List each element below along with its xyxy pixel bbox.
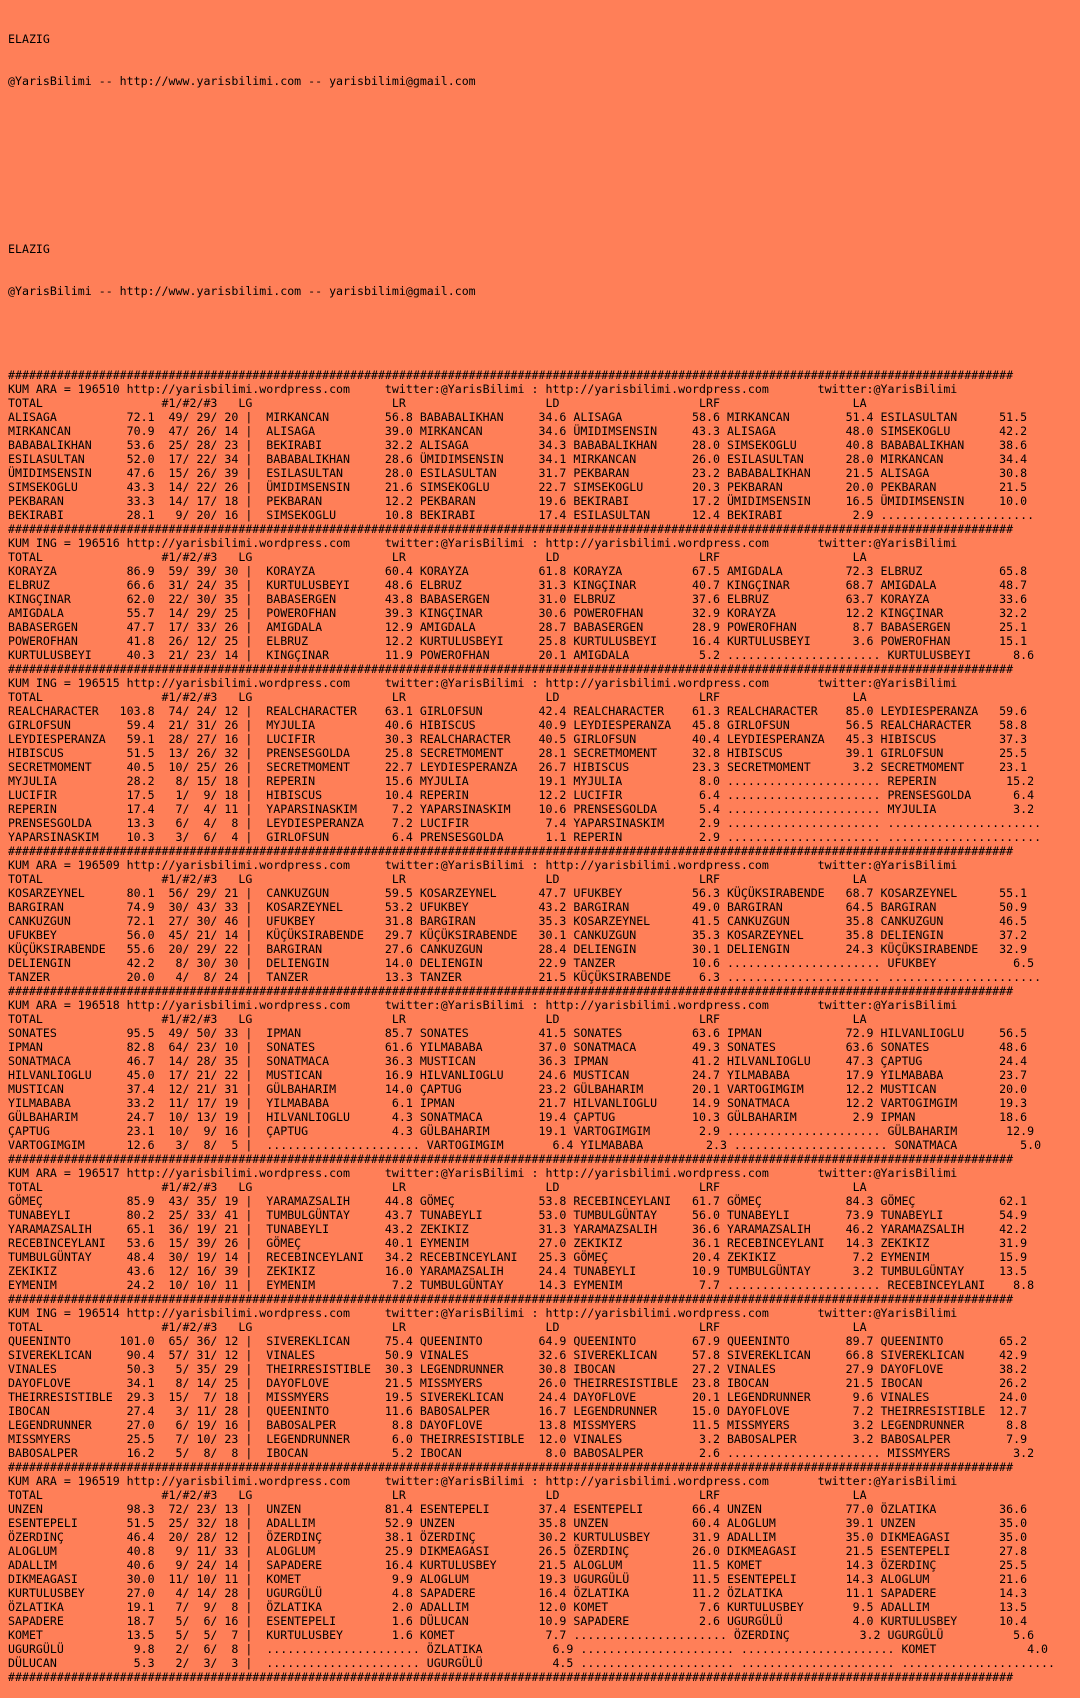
table-row: ÇAPTUG 23.1 10/ 9/ 16 | ÇAPTUG 4.3 GÜLBAHARIM 19.1 VARTOGIMGIM 2.9 ...................... GÜLBAHARIM 12.9 xyxy=(8,1124,1035,1138)
table-row: ESENTEPELI 51.5 25/ 32/ 18 | ADALLIM 52.9 UNZEN 35.8 UNZEN 60.4 ALOGLUM 39.1 UNZEN 35.0 xyxy=(8,1516,1028,1530)
table-row: EYMENIM 24.2 10/ 10/ 11 | EYMENIM 7.2 TUMBULGÜNTAY 14.3 EYMENIM 7.7 ...................... RECEBINCEYLANI 8.8 xyxy=(8,1278,1035,1292)
table-row: LEYDIESPERANZA 59.1 28/ 27/ 16 | LUCIFIR 30.3 REALCHARACTER 40.5 GIRLOFSUN 40.4 LEYDIESPERANZA 45.3 HIBISCUS 37.3 xyxy=(8,732,1028,746)
spacer xyxy=(8,200,1080,214)
table-row: IBOCAN 27.4 3/ 11/ 28 | QUEENINTO 11.6 BABOSALPER 16.7 LEGENDRUNNER 15.0 DAYOFLOVE 7.2 THEIRRESISTIBLE 12.7 xyxy=(8,1404,1028,1418)
table-row: ALISAGA 72.1 49/ 29/ 20 | MIRKANCAN 56.8 BABABALIKHAN 34.6 ALISAGA 58.6 MIRKANCAN 51.4 ESILASULTAN 51.5 xyxy=(8,410,1028,424)
table-row: MISSMYERS 25.5 7/ 10/ 23 | LEGENDRUNNER 6.0 THEIRRESISTIBLE 12.0 VINALES 3.2 BABOSALPER 3.2 BABOSALPER 7.9 xyxy=(8,1432,1028,1446)
section-title: KUM ARA = 196510 http://yarisbilimi.wordpress.com twitter:@YarisBilimi : http://yarisbilimi.wordpress.com twitter:@YarisBilimi xyxy=(8,382,958,396)
table-row: ELBRUZ 66.6 31/ 24/ 35 | KURTULUSBEYI 48.6 ELBRUZ 31.3 KINGÇINAR 40.7 KINGÇINAR 68.7 AMIGDALA 48.7 xyxy=(8,578,1028,592)
table-row: BARGIRAN 74.9 30/ 43/ 33 | KOSARZEYNEL 53.2 UFUKBEY 43.2 BARGIRAN 49.0 BARGIRAN 64.5 BARGIRAN 50.9 xyxy=(8,900,1028,914)
section-title: KUM ARA = 196517 http://yarisbilimi.wordpress.com twitter:@YarisBilimi : http://yarisbilimi.wordpress.com twitter:@YarisBilimi xyxy=(8,1166,958,1180)
table-row: KINGÇINAR 62.0 22/ 30/ 35 | BABASERGEN 43.8 BABASERGEN 31.0 ELBRUZ 37.6 ELBRUZ 63.7 KORAYZA 33.6 xyxy=(8,592,1028,606)
header-contact-repeat: @YarisBilimi -- http://www.yarisbilimi.com -- yarisbilimi@gmail.com xyxy=(8,284,476,298)
table-row: SIVEREKLICAN 90.4 57/ 31/ 12 | VINALES 50.9 VINALES 32.6 SIVEREKLICAN 57.8 SIVEREKLICAN 66.8 SIVEREKLICAN 42.9 xyxy=(8,1348,1028,1362)
table-row: LEGENDRUNNER 27.0 6/ 19/ 16 | BABOSALPER 8.8 DAYOFLOVE 13.8 MISSMYERS 11.5 MISSMYERS 3.2 LEGENDRUNNER 8.8 xyxy=(8,1418,1028,1432)
table-row: REPERIN 17.4 7/ 4/ 11 | YAPARSINASKIM 7.2 YAPARSINASKIM 10.6 PRENSESGOLDA 5.4 ...................... MYJULIA 3.2 xyxy=(8,802,1035,816)
table-row: KOMET 13.5 5/ 5/ 7 | KURTULUSBEY 1.6 KOMET 7.7 ...................... ÖZERDINÇ 3.2 UGURGÜLÜ 5.6 xyxy=(8,1628,1035,1642)
spacer xyxy=(8,158,1080,172)
table-row: DÜLUCAN 5.3 2/ 3/ 3 | ...................... UGURGÜLÜ 4.5 ...................... ...................... ...................... xyxy=(8,1656,1056,1670)
section-title: KUM ARA = 196509 http://yarisbilimi.wordpress.com twitter:@YarisBilimi : http://yarisbilimi.wordpress.com twitter:@YarisBilimi xyxy=(8,858,958,872)
table-row: ÜMIDIMSENSIN 47.6 15/ 26/ 39 | ESILASULTAN 28.0 ESILASULTAN 31.7 PEKBARAN 23.2 BABABALIKHAN 21.5 ALISAGA 30.8 xyxy=(8,466,1028,480)
table-row: HIBISCUS 51.5 13/ 26/ 32 | PRENSESGOLDA 25.8 SECRETMOMENT 28.1 SECRETMOMENT 32.8 HIBISCUS 39.1 GIRLOFSUN 25.5 xyxy=(8,746,1028,760)
table-row: KOSARZEYNEL 80.1 56/ 29/ 21 | CANKUZGUN 59.5 KOSARZEYNEL 47.7 UFUKBEY 56.3 KÜÇÜKSIRABENDE 68.7 KOSARZEYNEL 55.1 xyxy=(8,886,1028,900)
section-title: KUM ARA = 196518 http://yarisbilimi.wordpress.com twitter:@YarisBilimi : http://yarisbilimi.wordpress.com twitter:@YarisBilimi xyxy=(8,998,958,1012)
column-header: TOTAL #1/#2/#3 LG LR LD LRF LA xyxy=(8,396,867,410)
table-row: KÜÇÜKSIRABENDE 55.6 20/ 29/ 22 | BARGIRAN 27.6 CANKUZGUN 28.4 DELIENGIN 30.1 DELIENGIN 24.3 KÜÇÜKSIRABENDE 32.9 xyxy=(8,942,1028,956)
table-row: BABOSALPER 16.2 5/ 8/ 8 | IBOCAN 5.2 IBOCAN 8.0 BABOSALPER 2.6 ...................... MISSMYERS 3.2 xyxy=(8,1446,1035,1460)
table-row: TUNABEYLI 80.2 25/ 33/ 41 | TUMBULGÜNTAY 43.7 TUNABEYLI 53.0 TUMBULGÜNTAY 56.0 TUNABEYLI 73.9 TUNABEYLI 54.9 xyxy=(8,1208,1028,1222)
column-header: TOTAL #1/#2/#3 LG LR LD LRF LA xyxy=(8,690,867,704)
table-row: KURTULUSBEY 27.0 4/ 14/ 28 | UGURGÜLÜ 4.8 SAPADERE 16.4 ÖZLATIKA 11.2 ÖZLATIKA 11.1 SAPADERE 14.3 xyxy=(8,1586,1028,1600)
header-city: ELAZIG xyxy=(8,32,50,46)
table-row: QUEENINTO 101.0 65/ 36/ 12 | SIVEREKLICAN 75.4 QUEENINTO 64.9 QUEENINTO 67.9 QUEENINTO 89.7 QUEENINTO 65.2 xyxy=(8,1334,1028,1348)
table-row: HILVANLIOGLU 45.0 17/ 21/ 22 | MUSTICAN 16.9 HILVANLIOGLU 24.6 MUSTICAN 24.7 YILMABABA 17.9 YILMABABA 23.7 xyxy=(8,1068,1028,1082)
table-row: LUCIFIR 17.5 1/ 9/ 18 | HIBISCUS 10.4 REPERIN 12.2 LUCIFIR 6.4 ...................... PRENSESGOLDA 6.4 xyxy=(8,788,1035,802)
table-row: VARTOGIMGIM 12.6 3/ 8/ 5 | ...................... VARTOGIMGIM 6.4 YILMABABA 2.3 ...................... SONATMACA 5.0 xyxy=(8,1138,1042,1152)
separator-line: ################################################################################################################################################ xyxy=(8,662,1014,676)
separator-line: ################################################################################################################################################ xyxy=(8,1152,1014,1166)
separator-line: ################################################################################################################################################ xyxy=(8,984,1014,998)
table-row: KORAYZA 86.9 59/ 39/ 30 | KORAYZA 60.4 KORAYZA 61.8 KORAYZA 67.5 AMIGDALA 72.3 ELBRUZ 65.8 xyxy=(8,564,1028,578)
table-row: TUMBULGÜNTAY 48.4 30/ 19/ 14 | RECEBINCEYLANI 34.2 RECEBINCEYLANI 25.3 GÖMEÇ 20.4 ZEKIKIZ 7.2 EYMENIM 15.9 xyxy=(8,1250,1028,1264)
header-city-repeat: ELAZIG xyxy=(8,242,50,256)
table-row: ALOGLUM 40.8 9/ 11/ 33 | ALOGLUM 25.9 DIKMEAGASI 26.5 ÖZERDINÇ 26.0 DIKMEAGASI 21.5 ESENTEPELI 27.8 xyxy=(8,1544,1028,1558)
table-row: PEKBARAN 33.3 14/ 17/ 18 | PEKBARAN 12.2 PEKBARAN 19.6 BEKIRABI 17.2 ÜMIDIMSENSIN 16.5 ÜMIDIMSENSIN 10.0 xyxy=(8,494,1028,508)
separator-line: ################################################################################################################################################ xyxy=(8,1460,1014,1474)
table-row: BABABALIKHAN 53.6 25/ 28/ 23 | BEKIRABI 32.2 ALISAGA 34.3 BABABALIKHAN 28.0 SIMSEKOGLU 40.8 BABABALIKHAN 38.6 xyxy=(8,438,1028,452)
table-row: SIMSEKOGLU 43.3 14/ 22/ 26 | ÜMIDIMSENSIN 21.6 SIMSEKOGLU 22.7 SIMSEKOGLU 20.3 PEKBARAN 20.0 PEKBARAN 21.5 xyxy=(8,480,1028,494)
table-row: ZEKIKIZ 43.6 12/ 16/ 39 | ZEKIKIZ 16.0 YARAMAZSALIH 24.4 TUNABEYLI 10.9 TUMBULGÜNTAY 3.2 TUMBULGÜNTAY 13.5 xyxy=(8,1264,1028,1278)
table-row: BABASERGEN 47.7 17/ 33/ 26 | AMIGDALA 12.9 AMIGDALA 28.7 BABASERGEN 28.9 POWEROFHAN 8.7 BABASERGEN 25.1 xyxy=(8,620,1028,634)
table-row: DELIENGIN 42.2 8/ 30/ 30 | DELIENGIN 14.0 DELIENGIN 22.9 TANZER 10.6 ...................... UFUKBEY 6.5 xyxy=(8,956,1035,970)
separator-line: ################################################################################################################################################ xyxy=(8,368,1014,382)
table-row: ÖZERDINÇ 46.4 20/ 28/ 12 | ÖZERDINÇ 38.1 ÖZERDINÇ 30.2 KURTULUSBEY 31.9 ADALLIM 35.0 DIKMEAGASI 35.0 xyxy=(8,1530,1028,1544)
table-row: TANZER 20.0 4/ 8/ 24 | TANZER 13.3 TANZER 21.5 KÜÇÜKSIRABENDE 6.3 ...................... ...................... xyxy=(8,970,1042,984)
section-title: KUM ING = 196516 http://yarisbilimi.wordpress.com twitter:@YarisBilimi : http://yarisbilimi.wordpress.com twitter:@YarisBilimi xyxy=(8,536,958,550)
table-row: YARAMAZSALIH 65.1 36/ 19/ 21 | TUNABEYLI 43.2 ZEKIKIZ 31.3 YARAMAZSALIH 36.6 YARAMAZSALIH 46.2 YARAMAZSALIH 42.2 xyxy=(8,1222,1028,1236)
separator-line: ################################################################################################################################################ xyxy=(8,522,1014,536)
table-row: SECRETMOMENT 40.5 10/ 25/ 26 | SECRETMOMENT 22.7 LEYDIESPERANZA 26.7 HIBISCUS 23.3 SECRETMOMENT 3.2 SECRETMOMENT 23.1 xyxy=(8,760,1028,774)
separator-line: ################################################################################################################################################ xyxy=(8,1292,1014,1306)
column-header: TOTAL #1/#2/#3 LG LR LD LRF LA xyxy=(8,1488,867,1502)
table-row: UNZEN 98.3 72/ 23/ 13 | UNZEN 81.4 ESENTEPELI 37.4 ESENTEPELI 66.4 UNZEN 77.0 ÖZLATIKA 36.6 xyxy=(8,1502,1028,1516)
column-header: TOTAL #1/#2/#3 LG LR LD LRF LA xyxy=(8,550,867,564)
table-row: ESILASULTAN 52.0 17/ 22/ 34 | BABABALIKHAN 28.6 ÜMIDIMSENSIN 34.1 MIRKANCAN 26.0 ESILASULTAN 28.0 MIRKANCAN 34.4 xyxy=(8,452,1028,466)
table-row: YILMABABA 33.2 11/ 17/ 19 | YILMABABA 6.1 IPMAN 21.7 HILVANLIOGLU 14.9 SONATMACA 12.2 VARTOGIMGIM 19.3 xyxy=(8,1096,1028,1110)
race-sections xyxy=(8,368,1080,1684)
table-row: KURTULUSBEYI 40.3 21/ 23/ 14 | KINGÇINAR 11.9 POWEROFHAN 20.1 AMIGDALA 5.2 ...................... KURTULUSBEYI 8.6 xyxy=(8,648,1035,662)
column-header: TOTAL #1/#2/#3 LG LR LD LRF LA xyxy=(8,1180,867,1194)
table-row: ÖZLATIKA 19.1 7/ 9/ 8 | ÖZLATIKA 2.0 ADALLIM 12.0 KOMET 7.6 KURTULUSBEY 9.5 ADALLIM 13.5 xyxy=(8,1600,1028,1614)
table-row: MUSTICAN 37.4 12/ 21/ 31 | GÜLBAHARIM 14.0 ÇAPTUG 23.2 GÜLBAHARIM 20.1 VARTOGIMGIM 12.2 MUSTICAN 20.0 xyxy=(8,1082,1028,1096)
section-title: KUM ING = 196514 http://yarisbilimi.wordpress.com twitter:@YarisBilimi : http://yarisbilimi.wordpress.com twitter:@YarisBilimi xyxy=(8,1306,958,1320)
table-row: REALCHARACTER 103.8 74/ 24/ 12 | REALCHARACTER 63.1 GIRLOFSUN 42.4 REALCHARACTER 61.3 REALCHARACTER 85.0 LEYDIESPERANZA 59.6 xyxy=(8,704,1028,718)
column-header: TOTAL #1/#2/#3 LG LR LD LRF LA xyxy=(8,872,867,886)
spacer xyxy=(8,326,1080,340)
table-row: VINALES 50.3 5/ 35/ 29 | THEIRRESISTIBLE 30.3 LEGENDRUNNER 30.8 IBOCAN 27.2 VINALES 27.9 DAYOFLOVE 38.2 xyxy=(8,1362,1028,1376)
table-row: DIKMEAGASI 30.0 11/ 10/ 11 | KOMET 9.9 ALOGLUM 19.3 UGURGÜLÜ 11.5 ESENTEPELI 14.3 ALOGLUM 21.6 xyxy=(8,1572,1028,1586)
table-row: GÜLBAHARIM 24.7 10/ 13/ 19 | HILVANLIOGLU 4.3 SONATMACA 19.4 ÇAPTUG 10.3 GÜLBAHARIM 2.9 IPMAN 18.6 xyxy=(8,1110,1028,1124)
separator-line: ################################################################################################################################################ xyxy=(8,844,1014,858)
table-row: YAPARSINASKIM 10.3 3/ 6/ 4 | GIRLOFSUN 6.4 PRENSESGOLDA 1.1 REPERIN 2.9 ...................... ...................... xyxy=(8,830,1042,844)
table-row: UFUKBEY 56.0 45/ 21/ 14 | KÜÇÜKSIRABENDE 29.7 KÜÇÜKSIRABENDE 30.1 CANKUZGUN 35.3 KOSARZEYNEL 35.8 DELIENGIN 37.2 xyxy=(8,928,1028,942)
table-row: RECEBINCEYLANI 53.6 15/ 39/ 26 | GÖMEÇ 40.1 EYMENIM 27.0 ZEKIKIZ 36.1 RECEBINCEYLANI 14.3 ZEKIKIZ 31.9 xyxy=(8,1236,1028,1250)
table-row: SONATES 95.5 49/ 50/ 33 | IPMAN 85.7 SONATES 41.5 SONATES 63.6 IPMAN 72.9 HILVANLIOGLU 56.5 xyxy=(8,1026,1028,1040)
spacer xyxy=(8,116,1080,130)
table-row: BEKIRABI 28.1 9/ 20/ 16 | SIMSEKOGLU 10.8 BEKIRABI 17.4 ESILASULTAN 12.4 BEKIRABI 2.9 ...................... xyxy=(8,508,1035,522)
table-row: CANKUZGUN 72.1 27/ 30/ 46 | UFUKBEY 31.8 BARGIRAN 35.3 KOSARZEYNEL 41.5 CANKUZGUN 35.8 CANKUZGUN 46.5 xyxy=(8,914,1028,928)
table-row: MIRKANCAN 70.9 47/ 26/ 14 | ALISAGA 39.0 MIRKANCAN 34.6 ÜMIDIMSENSIN 43.3 ALISAGA 48.0 SIMSEKOGLU 42.2 xyxy=(8,424,1028,438)
section-title: KUM ING = 196515 http://yarisbilimi.wordpress.com twitter:@YarisBilimi : http://yarisbilimi.wordpress.com twitter:@YarisBilimi xyxy=(8,676,958,690)
table-row: GÖMEÇ 85.9 43/ 35/ 19 | YARAMAZSALIH 44.8 GÖMEÇ 53.8 RECEBINCEYLANI 61.7 GÖMEÇ 84.3 GÖMEÇ 62.1 xyxy=(8,1194,1028,1208)
table-row: SONATMACA 46.7 14/ 28/ 35 | SONATMACA 36.3 MUSTICAN 36.3 IPMAN 41.2 HILVANLIOGLU 47.3 ÇAPTUG 24.4 xyxy=(8,1054,1028,1068)
column-header: TOTAL #1/#2/#3 LG LR LD LRF LA xyxy=(8,1012,867,1026)
table-row: SAPADERE 18.7 5/ 6/ 16 | ESENTEPELI 1.6 DÜLUCAN 10.9 SAPADERE 2.6 UGURGÜLÜ 4.0 KURTULUSBEY 10.4 xyxy=(8,1614,1028,1628)
header-contact: @YarisBilimi -- http://www.yarisbilimi.com -- yarisbilimi@gmail.com xyxy=(8,74,476,88)
table-row: DAYOFLOVE 34.1 8/ 14/ 25 | DAYOFLOVE 21.5 MISSMYERS 26.0 THEIRRESISTIBLE 23.8 IBOCAN 21.5 IBOCAN 26.2 xyxy=(8,1376,1028,1390)
section-title: KUM ARA = 196519 http://yarisbilimi.wordpress.com twitter:@YarisBilimi : http://yarisbilimi.wordpress.com twitter:@YarisBilimi xyxy=(8,1474,958,1488)
separator-line: ################################################################################################################################################ xyxy=(8,1670,1014,1684)
column-header: TOTAL #1/#2/#3 LG LR LD LRF LA xyxy=(8,1320,867,1334)
table-row: UGURGÜLÜ 9.8 2/ 6/ 8 | ...................... ÖZLATIKA 6.9 ...................... ...................... KOMET 4.0 xyxy=(8,1642,1049,1656)
table-row: ADALLIM 40.6 9/ 24/ 14 | SAPADERE 16.4 KURTULUSBEY 21.5 ALOGLUM 11.5 KOMET 14.3 ÖZERDINÇ 25.5 xyxy=(8,1558,1028,1572)
table-row: POWEROFHAN 41.8 26/ 12/ 25 | ELBRUZ 12.2 KURTULUSBEYI 25.8 KURTULUSBEYI 16.4 KURTULUSBEYI 3.6 POWEROFHAN 15.1 xyxy=(8,634,1028,648)
table-row: IPMAN 82.8 64/ 23/ 10 | SONATES 61.6 YILMABABA 37.0 SONATMACA 49.3 SONATES 63.6 SONATES 48.6 xyxy=(8,1040,1028,1054)
table-row: GIRLOFSUN 59.4 21/ 31/ 26 | MYJULIA 40.6 HIBISCUS 40.9 LEYDIESPERANZA 45.8 GIRLOFSUN 56.5 REALCHARACTER 58.8 xyxy=(8,718,1028,732)
table-row: MYJULIA 28.2 8/ 15/ 18 | REPERIN 15.6 MYJULIA 19.1 MYJULIA 8.0 ...................... REPERIN 15.2 xyxy=(8,774,1035,788)
table-row: PRENSESGOLDA 13.3 6/ 4/ 8 | LEYDIESPERANZA 7.2 LUCIFIR 7.4 YAPARSINASKIM 2.9 ...................... ...................... xyxy=(8,816,1042,830)
table-row: THEIRRESISTIBLE 29.3 15/ 7/ 18 | MISSMYERS 19.5 SIVEREKLICAN 24.4 DAYOFLOVE 20.1 LEGENDRUNNER 9.6 VINALES 24.0 xyxy=(8,1390,1028,1404)
table-row: AMIGDALA 55.7 14/ 29/ 25 | POWEROFHAN 39.3 KINGÇINAR 30.6 POWEROFHAN 32.9 KORAYZA 12.2 KINGÇINAR 32.2 xyxy=(8,606,1028,620)
